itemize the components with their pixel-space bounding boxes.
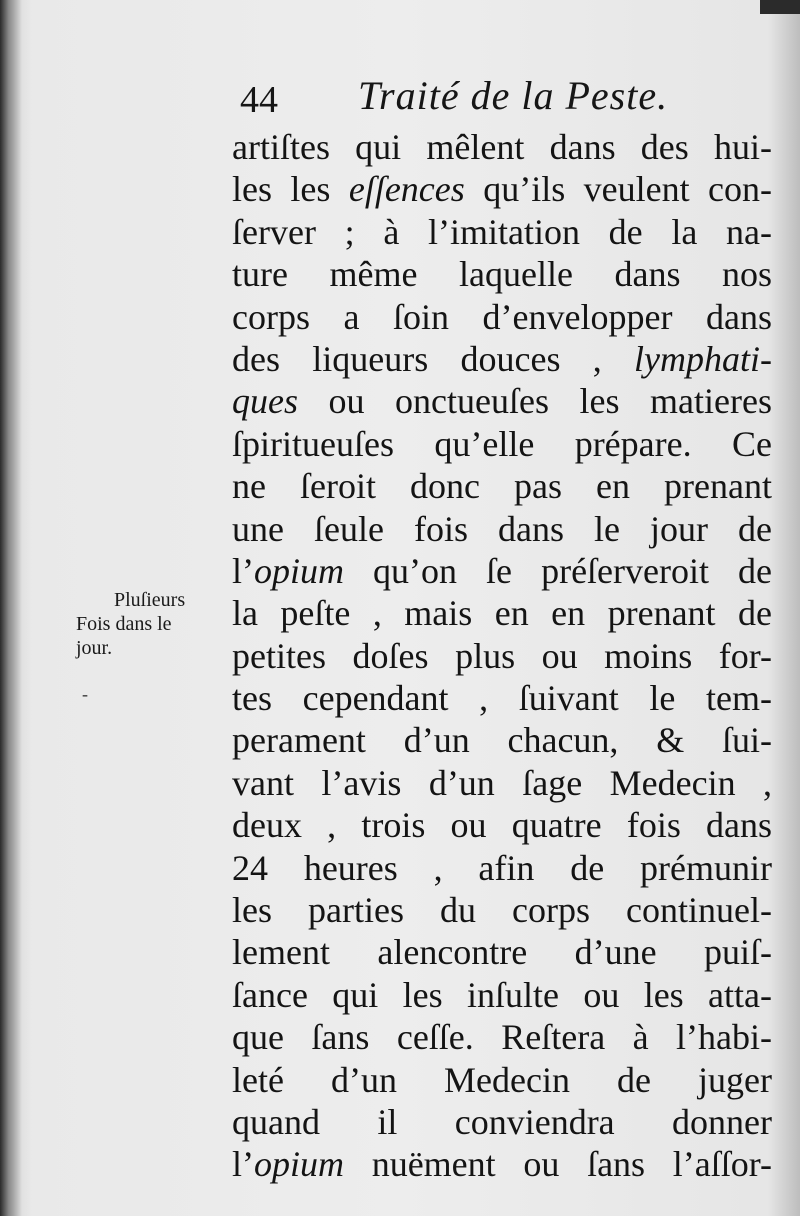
text-run: corps a ſoin d’envelopper dans bbox=[232, 296, 772, 337]
margin-mark: - bbox=[82, 684, 88, 704]
text-run: une ſeule fois dans le jour de bbox=[232, 508, 772, 549]
running-title: Traité de la Peste. bbox=[358, 73, 669, 118]
text-run: qu’on ſe préſerveroit de bbox=[344, 550, 772, 591]
text-run: ture même laquelle dans nos bbox=[232, 254, 772, 295]
text-line bbox=[232, 635, 772, 677]
text-run: petites doſes plus ou moins for- bbox=[232, 635, 772, 676]
text-run: lement alencontre d’une puiſ- bbox=[232, 932, 772, 973]
text-line bbox=[232, 338, 772, 380]
text-run: ſpiritueuſes qu’elle prépare. Ce bbox=[232, 423, 772, 464]
page-edge bbox=[760, 0, 800, 14]
text-line bbox=[232, 550, 772, 592]
text-line bbox=[232, 1143, 772, 1185]
text-line bbox=[232, 423, 772, 465]
text-line bbox=[232, 931, 772, 973]
text-line bbox=[232, 889, 772, 931]
text-run: l’ bbox=[232, 550, 254, 591]
italic-text: ques bbox=[232, 381, 298, 422]
margin-note-line: jour. bbox=[76, 637, 113, 659]
text-run: la peſte , mais en en prenant de bbox=[232, 593, 772, 634]
margin-note bbox=[76, 588, 226, 660]
margin-note-line: Pluſieurs bbox=[114, 589, 186, 611]
text-run: tes cependant , ſuivant le tem- bbox=[232, 678, 772, 719]
italic-text: opium bbox=[254, 1144, 344, 1185]
text-line bbox=[232, 296, 772, 338]
text-line bbox=[232, 168, 772, 210]
text-run: ne ſeroit donc pas en prenant bbox=[232, 466, 772, 507]
text-line bbox=[232, 1059, 772, 1101]
text-line bbox=[232, 253, 772, 295]
gutter-shadow bbox=[0, 0, 22, 1216]
text-run: les parties du corps continuel- bbox=[232, 890, 772, 931]
text-run: 24 heures , afin de prémunir bbox=[232, 847, 772, 888]
text-line bbox=[232, 1101, 772, 1143]
body-text bbox=[232, 126, 772, 1186]
text-line bbox=[232, 126, 772, 168]
text-run: vant l’avis d’un ſage Medecin , bbox=[232, 762, 772, 803]
text-line bbox=[232, 974, 772, 1016]
text-run: des liqueurs douces , bbox=[232, 338, 635, 379]
text-line bbox=[232, 380, 772, 422]
text-run: les les bbox=[232, 169, 349, 210]
text-run: l’ bbox=[232, 1144, 254, 1185]
text-run: quand il conviendra donner bbox=[232, 1101, 772, 1142]
text-run: ſance qui les inſulte ou les atta- bbox=[232, 974, 772, 1015]
text-run: nuëment ou ſans l’aſſor- bbox=[344, 1144, 772, 1185]
text-run: que ſans ceſſe. Reſtera à l’habi- bbox=[232, 1017, 772, 1058]
text-line bbox=[232, 592, 772, 634]
text-line bbox=[232, 847, 772, 889]
text-line bbox=[232, 677, 772, 719]
text-line bbox=[232, 804, 772, 846]
italic-text: eſſences bbox=[348, 169, 465, 210]
text-run: qu’ils veulent con- bbox=[464, 169, 772, 210]
text-line bbox=[232, 719, 772, 761]
text-line bbox=[232, 465, 772, 507]
italic-text: opium bbox=[254, 550, 344, 591]
text-line bbox=[232, 1016, 772, 1058]
page-header bbox=[240, 72, 680, 126]
page-number: 44 bbox=[240, 79, 278, 121]
text-run: leté d’un Medecin de juger bbox=[232, 1059, 772, 1100]
text-run: perament d’un chacun, & ſui- bbox=[232, 720, 772, 761]
margin-note-line: Fois dans le bbox=[76, 613, 172, 635]
text-line bbox=[232, 762, 772, 804]
italic-text: lymphati- bbox=[634, 338, 772, 379]
text-line bbox=[232, 211, 772, 253]
text-run: ou onctueuſes les matieres bbox=[298, 381, 772, 422]
text-run: deux , trois ou quatre fois dans bbox=[232, 805, 772, 846]
text-run: artiſtes qui mêlent dans des hui- bbox=[232, 127, 772, 167]
text-line bbox=[232, 508, 772, 550]
text-run: ſerver ; à l’imitation de la na- bbox=[232, 211, 772, 252]
